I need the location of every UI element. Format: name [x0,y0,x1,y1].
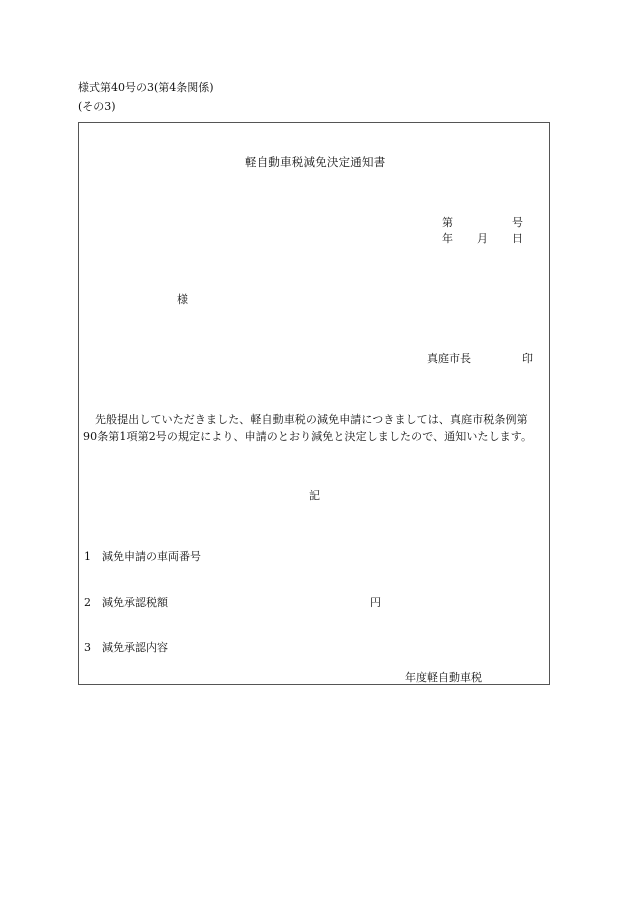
seal-mark: 印 [522,352,533,365]
number-prefix: 第 [442,216,453,229]
addressee-suffix: 様 [177,293,188,306]
item-3-number: 3 [84,641,91,654]
form-reference: 様式第40号の3(第4条関係) [78,81,214,94]
item-1-label: 減免申請の車両番号 [102,550,201,563]
date-day: 日 [512,232,523,245]
item-3-label: 減免承認内容 [102,641,168,654]
body-line-1: 先般提出していただきました、軽自動車税の減免申請につきましては、真庭市税条例第 [95,413,528,426]
date-month: 月 [477,232,488,245]
item-2-unit: 円 [370,596,381,609]
issuer-name: 真庭市長 [427,352,471,365]
document-title: 軽自動車税減免決定通知書 [245,155,386,169]
item-1-number: 1 [84,550,91,563]
ki-heading: 記 [309,489,320,502]
item-2-number: 2 [84,596,91,609]
form-subreference: (その3) [78,100,116,113]
date-year: 年 [442,232,453,245]
number-suffix: 号 [512,216,523,229]
item-2-label: 減免承認税額 [102,596,168,609]
body-line-2: 90条第1項第2号の規定により、申請のとおり減免と決定しましたので、通知いたします。 [83,430,533,443]
fiscal-year-note: 年度軽自動車税 [405,671,482,684]
